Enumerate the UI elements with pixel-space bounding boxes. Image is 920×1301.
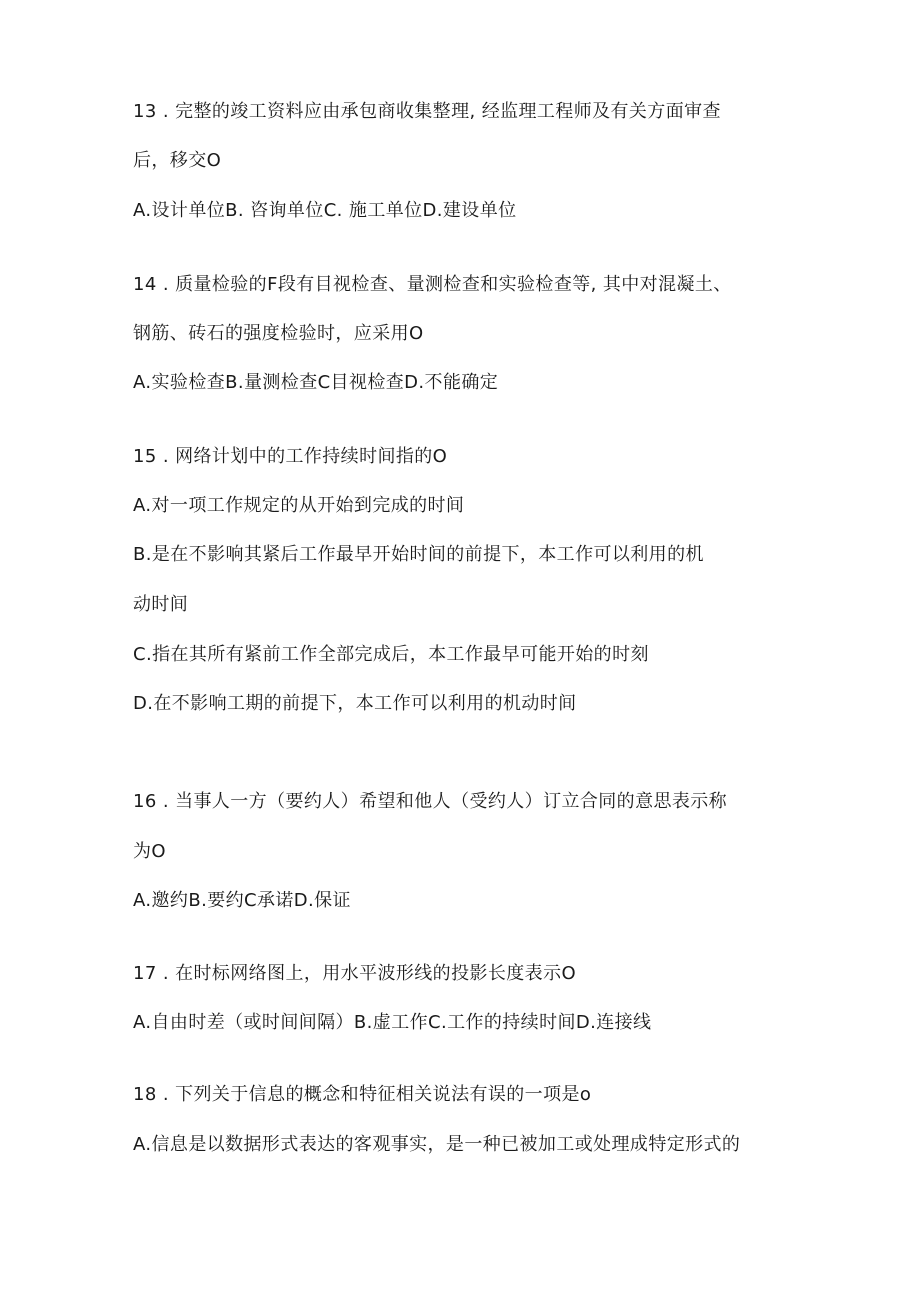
question-14-stem-line-2: 钢筋、砖石的强度检验时，应采用O	[133, 323, 424, 344]
question-18-stem: 18 . 下列关于信息的概念和特征相关说法有误的一项是o	[133, 1084, 592, 1105]
question-15-option-d: D.在不影响工期的前提下，本工作可以利用的机动时间	[133, 693, 577, 714]
question-16-stem-line-1: 16 . 当事人一方（要约人）希望和他人（受约人）订立合同的意思表示称	[133, 791, 728, 812]
question-15-option-b-line-1: B.是在不影响其紧后工作最早开始时间的前提下，本工作可以利用的机	[133, 544, 704, 565]
question-16-stem-line-2: 为O	[133, 841, 166, 862]
question-17-stem: 17 . 在时标网络图上，用水平波形线的投影长度表示O	[133, 963, 577, 984]
question-17-options: A.自由时差（或时间间隔）B.虚工作C.工作的持续时间D.连接线	[133, 1012, 652, 1033]
question-18-option-a: A.信息是以数据形式表达的客观事实，是一种已被加工或处理成特定形式的	[133, 1134, 741, 1155]
question-13-options: A.设计单位B. 咨询单位C. 施工单位D.建设单位	[133, 200, 517, 221]
question-13-stem-line-1: 13 . 完整的竣工资料应由承包商收集整理, 经监理工程师及有关方面审查	[133, 101, 721, 122]
question-14-stem-line-1: 14 . 质量检验的F段有目视检查、量测检查和实验检查等, 其中对混凝土、	[133, 274, 732, 295]
question-16-options: A.邀约B.要约C承诺D.保证	[133, 890, 351, 911]
question-15-stem: 15 . 网络计划中的工作持续时间指的O	[133, 446, 448, 467]
question-15-option-b-line-2: 动时间	[133, 594, 189, 615]
question-13-stem-line-2: 后，移交O	[133, 150, 222, 171]
question-15-option-c: C.指在其所有紧前工作全部完成后，本工作最早可能开始的时刻	[133, 644, 649, 665]
question-14-options: A.实验检查B.量测检查C目视检查D.不能确定	[133, 372, 499, 393]
question-15-option-a: A.对一项工作规定的从开始到完成的时间	[133, 495, 465, 516]
